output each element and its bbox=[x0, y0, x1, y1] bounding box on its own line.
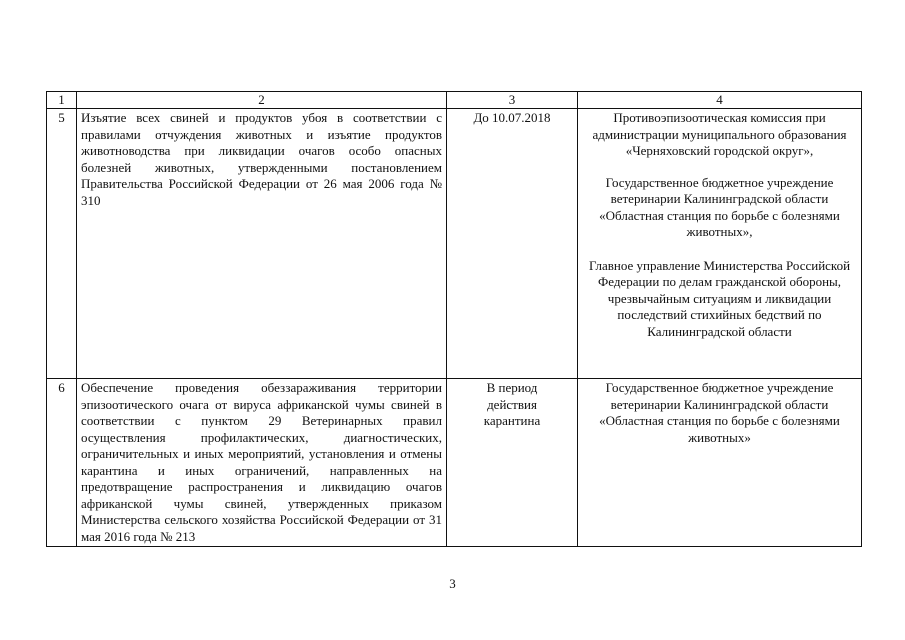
header-col-2: 2 bbox=[77, 92, 447, 109]
row-deadline: В период действия карантина bbox=[447, 379, 578, 547]
responsible-entity: Государственное бюджетное учреждение ветеринарии Калининградской области «Областная станция по борьбе с болезнями животных» bbox=[599, 380, 840, 445]
row-action: Изъятие всех свиней и продуктов убоя в соответствии с правилами отчуждения животных и изъятие продуктов животноводства при ликвидации очагов особо опасных болезней животных, утвержденными постановлением Правительства Российской Федерации от 26 мая 2006 года № 310 bbox=[77, 109, 447, 379]
row-number: 6 bbox=[47, 379, 77, 547]
row-responsible bbox=[578, 379, 862, 547]
header-col-3: 3 bbox=[447, 92, 578, 109]
measures-table bbox=[46, 91, 862, 547]
responsible-entity: Противоэпизоотическая комиссия при администрации муниципального образования «Черняховский городской округ», bbox=[592, 110, 847, 158]
table-header-row bbox=[47, 92, 862, 109]
row-deadline: До 10.07.2018 bbox=[447, 109, 578, 379]
header-col-4: 4 bbox=[578, 92, 862, 109]
page-number: 3 bbox=[449, 576, 456, 591]
row-action: Обеспечение проведения обеззараживания территории эпизоотического очага от вируса африканской чумы свиней в соответствии с пунктом 29 Ветеринарных правил осуществления профилактических, диагностических, ограничительных и иных мероприятий, установления и отмены карантина и иных ограничений, направленных на предотвращение распространения и ликвидацию очагов африканской чумы свиней, утвержденных приказом Министерства сельского хозяйства Российской Федерации от 31 мая 2016 года № 213 bbox=[77, 379, 447, 547]
header-col-1: 1 bbox=[47, 92, 77, 109]
row-number: 5 bbox=[47, 109, 77, 379]
table-row bbox=[47, 109, 862, 379]
row-responsible bbox=[578, 109, 862, 379]
responsible-entity: Главное управление Министерства Российской Федерации по делам гражданской обороны, чрезвычайным ситуациям и ликвидации последствий стихийных бедствий по Калининградской области bbox=[588, 257, 851, 339]
table-row bbox=[47, 379, 862, 547]
responsible-entity: Государственное бюджетное учреждение ветеринарии Калининградской области «Областная станция по борьбе с болезнями животных», bbox=[599, 174, 840, 239]
